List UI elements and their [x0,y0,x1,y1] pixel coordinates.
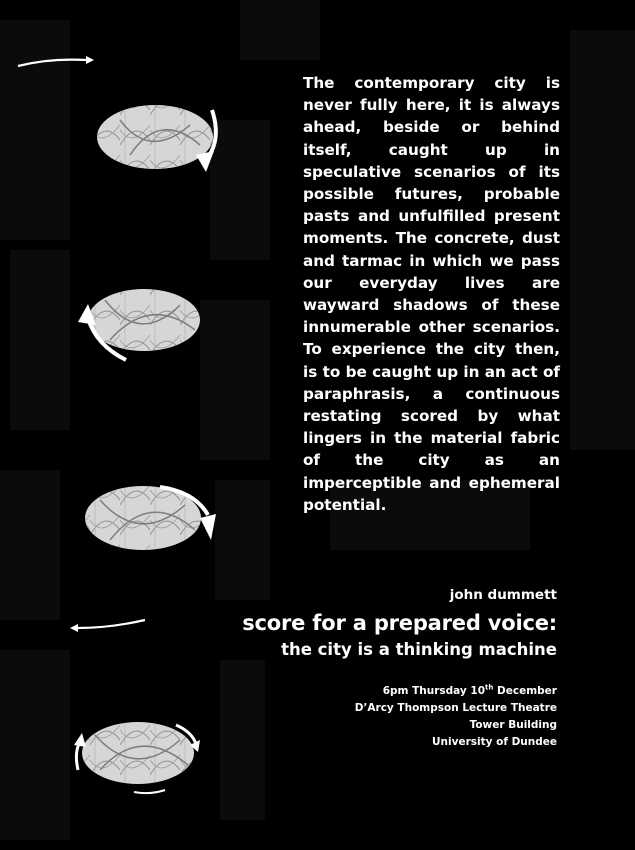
top-arrow-right-icon [18,56,94,66]
date-suffix: th [485,683,494,692]
event-subtitle: the city is a thinking machine [281,640,557,659]
ellipse-4-icon [74,722,200,793]
event-details [237,683,557,751]
ellipse-3-icon [85,486,216,550]
event-month: December [493,685,557,697]
ellipse-1-icon [97,105,216,172]
event-title: score for a prepared voice: [242,611,557,635]
event-time: 6pm Thursday 10 [382,685,486,697]
mid-arrow-left-icon [70,620,145,632]
event-building: Tower Building [469,719,557,731]
event-venue: D’Arcy Thompson Lecture Theatre [354,702,557,714]
ellipse-2-icon [78,289,200,360]
event-credits [237,586,557,751]
event-institution: University of Dundee [432,736,557,748]
author-name: john dummett [449,587,557,603]
event-datetime [237,683,557,700]
manifesto-text: The contemporary city is never fully here, it is always ahead, beside or behind itself, caught up in speculative scenarios of its possible futures, probable pasts and unfulfilled present moments. The concrete, dust and tarmac in which we pass our everyday lives are wayward shadows of these innumerable other scenarios. To experience the city then, is to be caught up in an act of paraphrasis, a continuous restating scored by what lingers in the material fabric of the city as an imperceptible and ephemeral potential. [303,74,560,514]
